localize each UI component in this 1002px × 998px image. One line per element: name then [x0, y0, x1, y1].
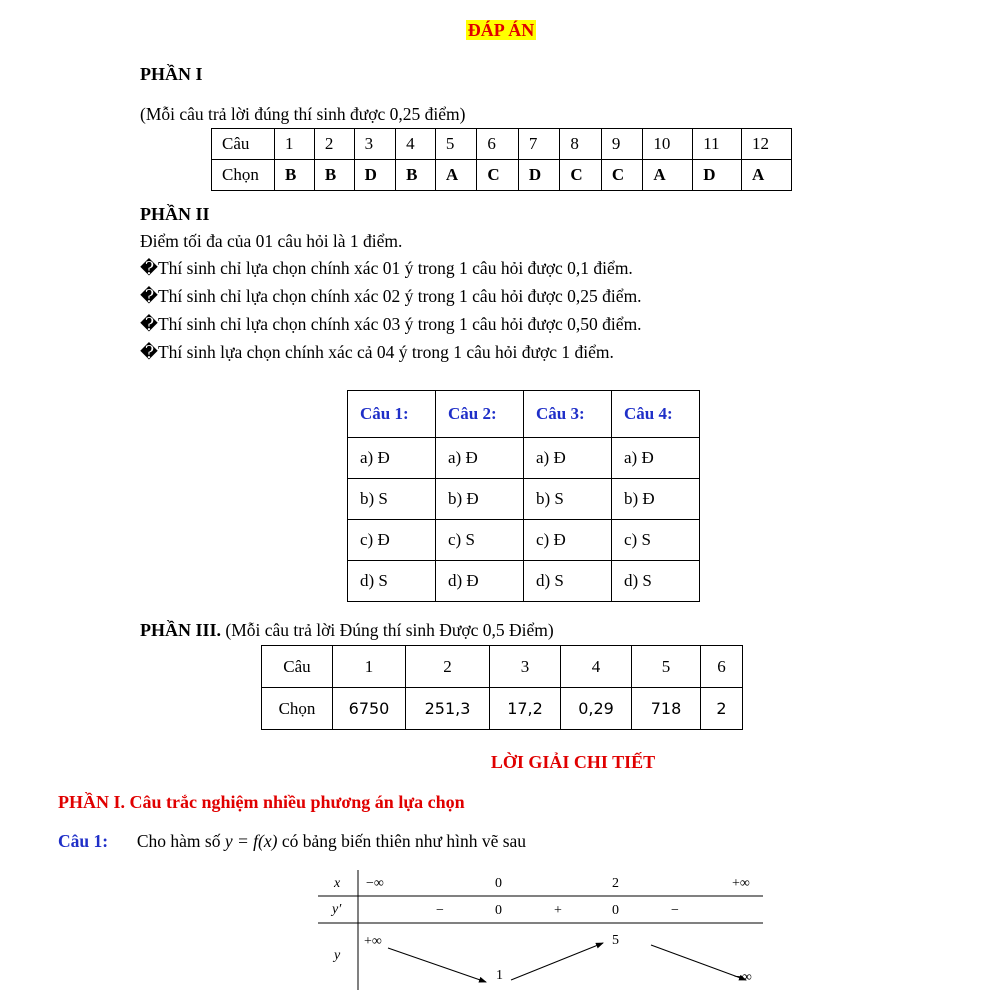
part3-note: (Mỗi câu trả lời Đúng thí sinh Được 0,5 Điểm) — [221, 620, 554, 640]
statement-answer: c) S — [612, 520, 700, 561]
answer-value: 718 — [632, 688, 701, 730]
statement-answer: b) S — [524, 479, 612, 520]
question-number: 9 — [601, 129, 642, 160]
answer-value: 6750 — [333, 688, 406, 730]
answer-value: 0,29 — [561, 688, 632, 730]
part1-answer-row — [212, 160, 792, 191]
y-value: 5 — [612, 933, 619, 948]
question-number: 4 — [396, 129, 436, 160]
statement-answer: b) Đ — [612, 479, 700, 520]
answer-value: 17,2 — [490, 688, 561, 730]
statement-answer: d) S — [348, 561, 436, 602]
question-number: 11 — [693, 129, 742, 160]
x-value: 0 — [495, 876, 502, 891]
question-label: Câu 1: — [58, 831, 109, 851]
sign-value: − — [671, 903, 679, 918]
variation-table — [318, 870, 768, 990]
question-number: 1 — [333, 646, 406, 688]
decreasing-arrow — [388, 948, 486, 982]
part3-answer-table — [261, 645, 743, 730]
y-value: 1 — [496, 968, 503, 983]
answer-key-title: ĐÁP ÁN — [467, 20, 535, 40]
part2-row — [348, 561, 700, 602]
answer-choice: D — [693, 160, 742, 191]
section-title: PHẦN I. Câu trắc nghiệm nhiều phương án lựa chọn — [58, 792, 465, 812]
row-label: Câu — [262, 646, 333, 688]
statement-answer: b) S — [348, 479, 436, 520]
part1-answer-table — [211, 128, 792, 191]
question-number: 10 — [643, 129, 693, 160]
variation-table-lines — [318, 870, 768, 990]
sign-value: 0 — [495, 903, 502, 918]
question-number: 1 — [275, 129, 315, 160]
question-number: 5 — [435, 129, 476, 160]
question-number: 5 — [632, 646, 701, 688]
question-text-before: Cho hàm số — [136, 831, 225, 851]
part3-answer-row — [262, 688, 743, 730]
answer-choice: D — [354, 160, 395, 191]
part3-heading: PHẦN III. — [140, 620, 222, 640]
statement-answer: b) Đ — [436, 479, 524, 520]
statement-answer: c) Đ — [348, 520, 436, 561]
y-prime-label: y′ — [332, 902, 342, 917]
question-number: 2 — [314, 129, 354, 160]
increasing-arrow — [511, 943, 603, 980]
x-value: 2 — [612, 876, 619, 891]
part2-rule: �Thí sinh chỉ lựa chọn chính xác 03 ý trong 1 câu hỏi được 0,50 điểm. — [140, 314, 642, 334]
part2-row — [348, 479, 700, 520]
part2-row — [348, 438, 700, 479]
decreasing-arrow — [651, 945, 746, 980]
question-header: Câu 4: — [612, 391, 700, 438]
question-1 — [58, 831, 526, 852]
part2-intro: Điểm tối đa của 01 câu hỏi là 1 điểm. — [140, 231, 403, 251]
statement-answer: a) Đ — [348, 438, 436, 479]
question-number: 3 — [490, 646, 561, 688]
answer-value: 2 — [701, 688, 743, 730]
statement-answer: a) Đ — [524, 438, 612, 479]
statement-answer: d) S — [524, 561, 612, 602]
part1-note: (Mỗi câu trả lời đúng thí sinh được 0,25 điểm) — [140, 104, 466, 124]
row-label: Chọn — [262, 688, 333, 730]
x-value: +∞ — [732, 876, 750, 891]
question-number: 4 — [561, 646, 632, 688]
function-formula: y = f(x) — [224, 831, 278, 851]
question-header: Câu 1: — [348, 391, 436, 438]
part1-heading: PHẦN I — [140, 64, 203, 84]
y-value: +∞ — [364, 934, 382, 949]
question-number: 6 — [477, 129, 518, 160]
statement-answer: a) Đ — [612, 438, 700, 479]
question-number: 7 — [518, 129, 559, 160]
part1-question-row — [212, 129, 792, 160]
answer-choice: B — [314, 160, 354, 191]
part2-rule: �Thí sinh chỉ lựa chọn chính xác 01 ý trong 1 câu hỏi được 0,1 điểm. — [140, 258, 633, 278]
answer-value: 251,3 — [406, 688, 490, 730]
answer-choice: B — [275, 160, 315, 191]
row-label: Chọn — [212, 160, 275, 191]
part3-question-row — [262, 646, 743, 688]
answer-choice: C — [477, 160, 518, 191]
answer-choice: A — [643, 160, 693, 191]
question-text-after: có bảng biến thiên như hình vẽ sau — [281, 831, 527, 851]
part2-rule: �Thí sinh lựa chọn chính xác cả 04 ý trong 1 câu hỏi được 1 điểm. — [140, 342, 614, 362]
part2-header-row — [348, 391, 700, 438]
question-header: Câu 3: — [524, 391, 612, 438]
question-number: 3 — [354, 129, 395, 160]
sign-value: 0 — [612, 903, 619, 918]
row-label: Câu — [212, 129, 275, 160]
x-label: x — [334, 876, 341, 891]
y-value: −∞ — [734, 970, 752, 985]
statement-answer: a) Đ — [436, 438, 524, 479]
answer-choice: B — [396, 160, 436, 191]
question-number: 12 — [742, 129, 792, 160]
y-label: y — [334, 948, 341, 963]
answer-choice: A — [742, 160, 792, 191]
answer-choice: C — [601, 160, 642, 191]
solution-title: LỜI GIẢI CHI TIẾT — [490, 752, 656, 772]
sign-value: − — [436, 903, 444, 918]
part2-heading: PHẦN II — [140, 204, 210, 224]
question-number: 6 — [701, 646, 743, 688]
statement-answer: d) Đ — [436, 561, 524, 602]
question-number: 8 — [560, 129, 601, 160]
question-header: Câu 2: — [436, 391, 524, 438]
part2-rule: �Thí sinh chỉ lựa chọn chính xác 02 ý trong 1 câu hỏi được 0,25 điểm. — [140, 286, 642, 306]
statement-answer: c) Đ — [524, 520, 612, 561]
x-value: −∞ — [366, 876, 384, 891]
answer-choice: D — [518, 160, 559, 191]
answer-choice: C — [560, 160, 601, 191]
part3-heading-line — [140, 620, 554, 641]
question-number: 2 — [406, 646, 490, 688]
statement-answer: c) S — [436, 520, 524, 561]
sign-value: + — [554, 903, 562, 918]
answer-choice: A — [435, 160, 476, 191]
part2-answer-table — [347, 390, 700, 602]
statement-answer: d) S — [612, 561, 700, 602]
part2-row — [348, 520, 700, 561]
